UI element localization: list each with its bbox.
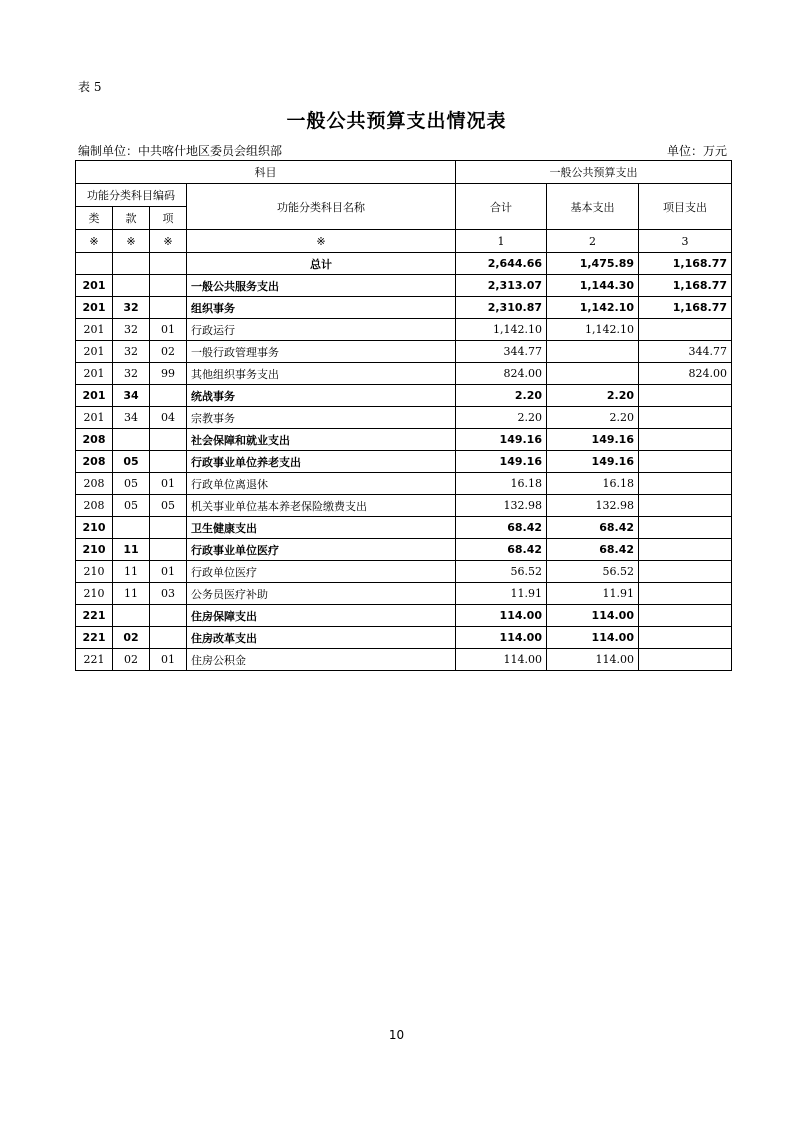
page-number: 10 xyxy=(388,1028,405,1042)
cell-name: 一般公共服务支出 xyxy=(187,275,456,297)
cell-project xyxy=(639,473,732,495)
cell-name: 公务员医疗补助 xyxy=(187,583,456,605)
cell-project: 344.77 xyxy=(639,341,732,363)
column-index-1: 1 xyxy=(456,230,547,253)
cell-xiang xyxy=(150,451,187,473)
table-row xyxy=(76,627,732,649)
cell-xiang xyxy=(150,275,187,297)
cell-total: 68.42 xyxy=(456,539,547,561)
cell-name: 行政单位医疗 xyxy=(187,561,456,583)
cell-xiang xyxy=(150,297,187,319)
cell-total: 132.98 xyxy=(456,495,547,517)
cell-kuan: 11 xyxy=(113,539,150,561)
cell-lei: 201 xyxy=(76,407,113,429)
cell-xiang: 01 xyxy=(150,561,187,583)
cell-total: 114.00 xyxy=(456,627,547,649)
table-row xyxy=(76,319,732,341)
xiang-header: 项 xyxy=(150,207,187,230)
table-row xyxy=(76,473,732,495)
cell-lei: 210 xyxy=(76,539,113,561)
cell-basic: 1,142.10 xyxy=(547,297,639,319)
table-row xyxy=(76,451,732,473)
cell-name: 行政单位离退休 xyxy=(187,473,456,495)
cell-project: 1,168.77 xyxy=(639,275,732,297)
cell-basic: 1,142.10 xyxy=(547,319,639,341)
cell-basic xyxy=(547,341,639,363)
cell-basic xyxy=(547,363,639,385)
cell-name: 住房公积金 xyxy=(187,649,456,671)
total-header: 合计 xyxy=(456,184,547,230)
cell-total: 2,644.66 xyxy=(456,253,547,275)
cell-basic: 1,144.30 xyxy=(547,275,639,297)
cell-basic: 11.91 xyxy=(547,583,639,605)
cell-basic: 1,475.89 xyxy=(547,253,639,275)
cell-xiang: 04 xyxy=(150,407,187,429)
cell-xiang xyxy=(150,429,187,451)
cell-basic: 2.20 xyxy=(547,407,639,429)
basic-header: 基本支出 xyxy=(547,184,639,230)
cell-project: 1,168.77 xyxy=(639,253,732,275)
table-row xyxy=(76,363,732,385)
cell-lei: 201 xyxy=(76,363,113,385)
cell-kuan: 11 xyxy=(113,583,150,605)
cell-project xyxy=(639,451,732,473)
cell-lei: 221 xyxy=(76,627,113,649)
budget-table-body xyxy=(76,253,732,671)
cell-name: 行政事业单位养老支出 xyxy=(187,451,456,473)
currency-unit: 单位：万元 xyxy=(666,144,727,158)
table-row xyxy=(76,297,732,319)
cell-lei: 201 xyxy=(76,297,113,319)
mark-cell: ※ xyxy=(150,230,187,253)
budget-group-header: 一般公共预算支出 xyxy=(456,161,732,184)
cell-total: 114.00 xyxy=(456,649,547,671)
cell-project xyxy=(639,385,732,407)
cell-kuan: 32 xyxy=(113,297,150,319)
mark-cell: ※ xyxy=(187,230,456,253)
cell-total: 16.18 xyxy=(456,473,547,495)
cell-total: 2,313.07 xyxy=(456,275,547,297)
cell-project xyxy=(639,605,732,627)
cell-xiang: 01 xyxy=(150,649,187,671)
table-row xyxy=(76,429,732,451)
cell-xiang: 05 xyxy=(150,495,187,517)
cell-kuan: 02 xyxy=(113,649,150,671)
kuan-header: 款 xyxy=(113,207,150,230)
cell-lei: 210 xyxy=(76,583,113,605)
cell-kuan: 34 xyxy=(113,407,150,429)
column-index-2: 2 xyxy=(547,230,639,253)
cell-basic: 68.42 xyxy=(547,539,639,561)
cell-xiang: 01 xyxy=(150,473,187,495)
cell-project: 824.00 xyxy=(639,363,732,385)
cell-kuan: 32 xyxy=(113,341,150,363)
table-row xyxy=(76,583,732,605)
cell-project xyxy=(639,407,732,429)
cell-total: 344.77 xyxy=(456,341,547,363)
cell-basic: 132.98 xyxy=(547,495,639,517)
cell-project: 1,168.77 xyxy=(639,297,732,319)
table-row xyxy=(76,275,732,297)
cell-project xyxy=(639,627,732,649)
cell-project xyxy=(639,583,732,605)
cell-total: 149.16 xyxy=(456,429,547,451)
cell-lei: 208 xyxy=(76,429,113,451)
cell-kuan: 34 xyxy=(113,385,150,407)
cell-name: 卫生健康支出 xyxy=(187,517,456,539)
cell-xiang: 99 xyxy=(150,363,187,385)
table-row xyxy=(76,539,732,561)
cell-lei: 201 xyxy=(76,385,113,407)
cell-xiang: 02 xyxy=(150,341,187,363)
table-row xyxy=(76,407,732,429)
cell-kuan: 05 xyxy=(113,495,150,517)
cell-name: 组织事务 xyxy=(187,297,456,319)
cell-xiang: 03 xyxy=(150,583,187,605)
project-header: 项目支出 xyxy=(639,184,732,230)
table-row xyxy=(76,495,732,517)
cell-basic: 114.00 xyxy=(547,605,639,627)
cell-kuan: 32 xyxy=(113,319,150,341)
cell-lei: 221 xyxy=(76,605,113,627)
cell-name: 住房保障支出 xyxy=(187,605,456,627)
cell-project xyxy=(639,517,732,539)
cell-total: 68.42 xyxy=(456,517,547,539)
table-row xyxy=(76,341,732,363)
table-row xyxy=(76,561,732,583)
cell-total: 56.52 xyxy=(456,561,547,583)
cell-total: 149.16 xyxy=(456,451,547,473)
cell-xiang xyxy=(150,253,187,275)
cell-name: 其他组织事务支出 xyxy=(187,363,456,385)
name-header: 功能分类科目名称 xyxy=(187,184,456,230)
code-group-header: 功能分类科目编码 xyxy=(76,184,187,207)
budget-table xyxy=(75,160,732,671)
cell-lei: 210 xyxy=(76,517,113,539)
cell-lei: 201 xyxy=(76,341,113,363)
column-index-3: 3 xyxy=(639,230,732,253)
lei-header: 类 xyxy=(76,207,113,230)
mark-cell: ※ xyxy=(113,230,150,253)
cell-kuan: 11 xyxy=(113,561,150,583)
compiling-unit: 编制单位：中共喀什地区委员会组织部 xyxy=(78,144,283,158)
cell-total: 824.00 xyxy=(456,363,547,385)
table-row xyxy=(76,517,732,539)
header-row-index xyxy=(76,230,732,253)
cell-lei: 208 xyxy=(76,495,113,517)
cell-total: 114.00 xyxy=(456,605,547,627)
cell-name: 行政运行 xyxy=(187,319,456,341)
cell-lei xyxy=(76,253,113,275)
cell-total: 2.20 xyxy=(456,385,547,407)
cell-kuan: 02 xyxy=(113,627,150,649)
cell-name: 行政事业单位医疗 xyxy=(187,539,456,561)
cell-name: 总计 xyxy=(187,253,456,275)
cell-kuan: 05 xyxy=(113,473,150,495)
cell-total: 2,310.87 xyxy=(456,297,547,319)
cell-basic: 114.00 xyxy=(547,649,639,671)
header-row-code xyxy=(76,184,732,207)
cell-basic: 114.00 xyxy=(547,627,639,649)
cell-name: 住房改革支出 xyxy=(187,627,456,649)
cell-basic: 149.16 xyxy=(547,451,639,473)
cell-project xyxy=(639,319,732,341)
cell-basic: 56.52 xyxy=(547,561,639,583)
cell-xiang: 01 xyxy=(150,319,187,341)
cell-basic: 68.42 xyxy=(547,517,639,539)
cell-project xyxy=(639,649,732,671)
cell-total: 11.91 xyxy=(456,583,547,605)
table-row xyxy=(76,253,732,275)
cell-basic: 16.18 xyxy=(547,473,639,495)
header-row-top xyxy=(76,161,732,184)
cell-name: 机关事业单位基本养老保险缴费支出 xyxy=(187,495,456,517)
cell-kuan xyxy=(113,429,150,451)
cell-name: 社会保障和就业支出 xyxy=(187,429,456,451)
cell-lei: 208 xyxy=(76,451,113,473)
cell-lei: 210 xyxy=(76,561,113,583)
table-row xyxy=(76,605,732,627)
page-title: 一般公共预算支出情况表 xyxy=(286,110,507,132)
cell-project xyxy=(639,429,732,451)
cell-lei: 208 xyxy=(76,473,113,495)
cell-kuan: 05 xyxy=(113,451,150,473)
cell-basic: 2.20 xyxy=(547,385,639,407)
cell-project xyxy=(639,561,732,583)
cell-name: 宗教事务 xyxy=(187,407,456,429)
table-row xyxy=(76,385,732,407)
table-number: 表 5 xyxy=(78,80,102,94)
cell-kuan xyxy=(113,253,150,275)
cell-xiang xyxy=(150,539,187,561)
cell-total: 2.20 xyxy=(456,407,547,429)
cell-name: 统战事务 xyxy=(187,385,456,407)
cell-name: 一般行政管理事务 xyxy=(187,341,456,363)
table-row xyxy=(76,649,732,671)
cell-kuan xyxy=(113,517,150,539)
cell-xiang xyxy=(150,605,187,627)
cell-lei: 201 xyxy=(76,319,113,341)
cell-lei: 221 xyxy=(76,649,113,671)
subject-header: 科目 xyxy=(76,161,456,184)
cell-project xyxy=(639,539,732,561)
cell-lei: 201 xyxy=(76,275,113,297)
cell-project xyxy=(639,495,732,517)
mark-cell: ※ xyxy=(76,230,113,253)
cell-basic: 149.16 xyxy=(547,429,639,451)
cell-xiang xyxy=(150,517,187,539)
cell-kuan xyxy=(113,605,150,627)
cell-kuan: 32 xyxy=(113,363,150,385)
cell-xiang xyxy=(150,627,187,649)
cell-kuan xyxy=(113,275,150,297)
cell-xiang xyxy=(150,385,187,407)
cell-total: 1,142.10 xyxy=(456,319,547,341)
